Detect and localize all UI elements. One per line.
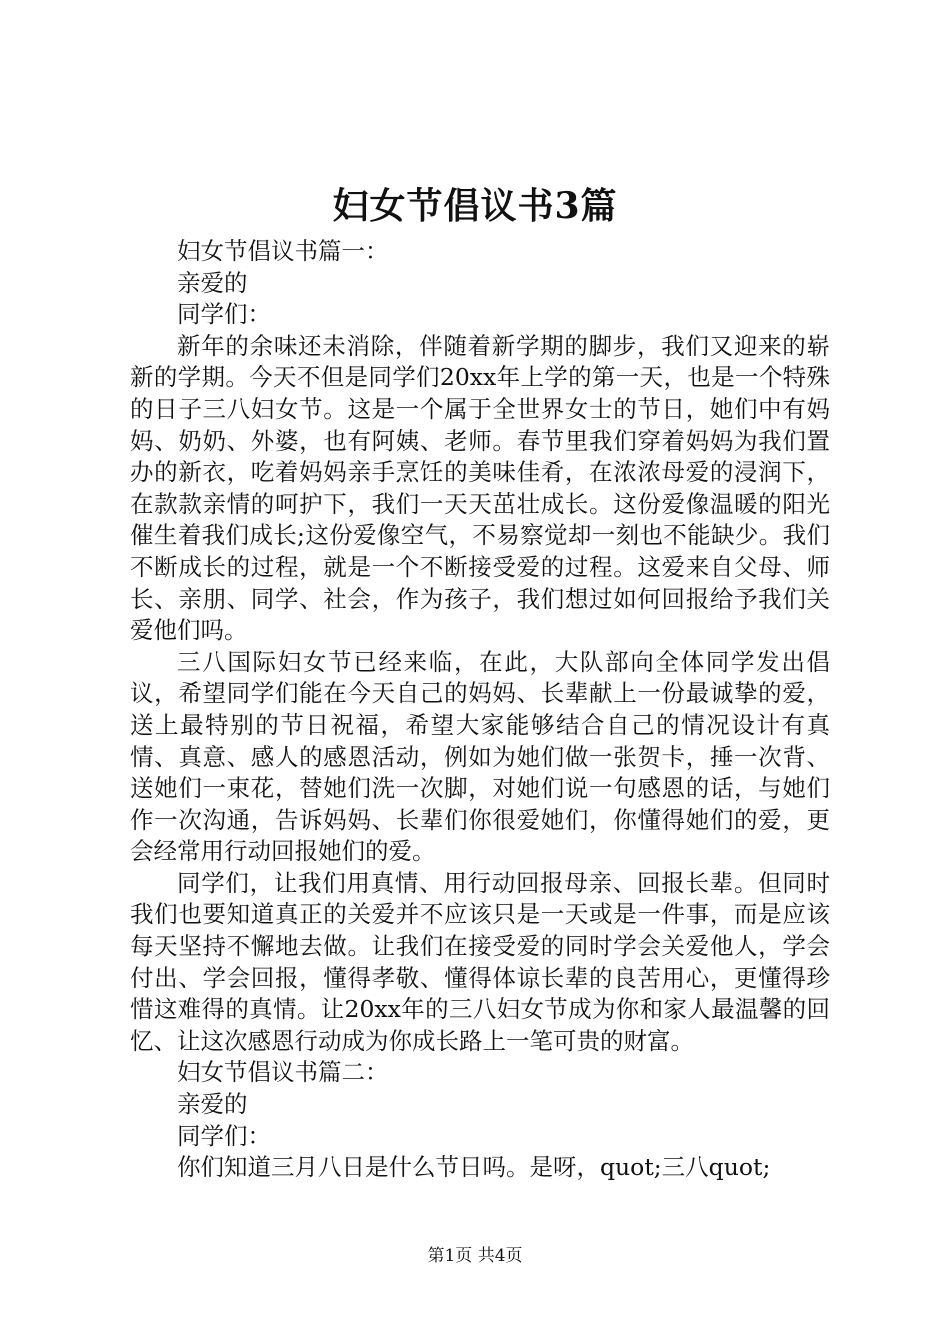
body-paragraph: 你们知道三月八日是什么节日吗。是呀，quot;三八quot;	[177, 1153, 771, 1182]
salutation-line: 同学们：	[177, 300, 271, 329]
document-title: 妇女节倡议书3篇	[332, 185, 618, 227]
page-number-footer: 第1页 共4页	[427, 1246, 523, 1266]
body-paragraph: 三八国际妇女节已经来临，在此，大队部向全体同学发出倡议，希望同学们能在今天自己的妈妈、长辈献上一份最诚挚的爱，送上最特别的节日祝福，希望大家能够结合自己的情况设计有真情、真意、感人的感恩活动，例如为她们做一张贺卡，捶一次背、送她们一束花，替她们洗一次脚，对她们说一句感恩的话，与她们作一次沟通，告诉妈妈、长辈们你很爱她们，你懂得她们的爱，更会经常用行动回报她们的爱。	[130, 647, 830, 866]
salutation-line: 亲爱的	[177, 1090, 248, 1119]
section-heading-2: 妇女节倡议书篇二：	[177, 1058, 389, 1087]
body-paragraph: 新年的余味还未消除，伴随着新学期的脚步，我们又迎来的崭新的学期。今天不但是同学们20xx年上学的第一天，也是一个特殊的日子三八妇女节。这是一个属于全世界女士的节日，她们中有妈妈、奶奶、外婆，也有阿姨、老师。春节里我们穿着妈妈为我们置办的新衣，吃着妈妈亲手烹饪的美味佳肴，在浓浓母爱的浸润下，在款款亲情的呵护下，我们一天天茁壮成长。这份爱像温暖的阳光催生着我们成长;这份爱像空气，不易察觉却一刻也不能缺少。我们不断成长的过程，就是一个不断接受爱的过程。这爱来自父母、师长、亲朋、同学、社会，作为孩子，我们想过如何回报给予我们关爱他们吗。	[130, 331, 830, 645]
section-heading-1: 妇女节倡议书篇一：	[177, 237, 389, 265]
body-paragraph: 同学们，让我们用真情、用行动回报母亲、回报长辈。但同时我们也要知道真正的关爱并不应该只是一天或是一件事，而是应该每天坚持不懈地去做。让我们在接受爱的同时学会关爱他人，学会付出、学会回报，懂得孝敬、懂得体谅长辈的良苦用心，更懂得珍惜这难得的真情。让20xx年的三八妇女节成为你和家人最温馨的回忆、让这次感恩行动成为你成长路上一笔可贵的财富。	[130, 868, 830, 1055]
salutation-line: 同学们：	[177, 1121, 271, 1150]
salutation-line: 亲爱的	[177, 268, 248, 297]
document-body	[130, 236, 830, 1184]
